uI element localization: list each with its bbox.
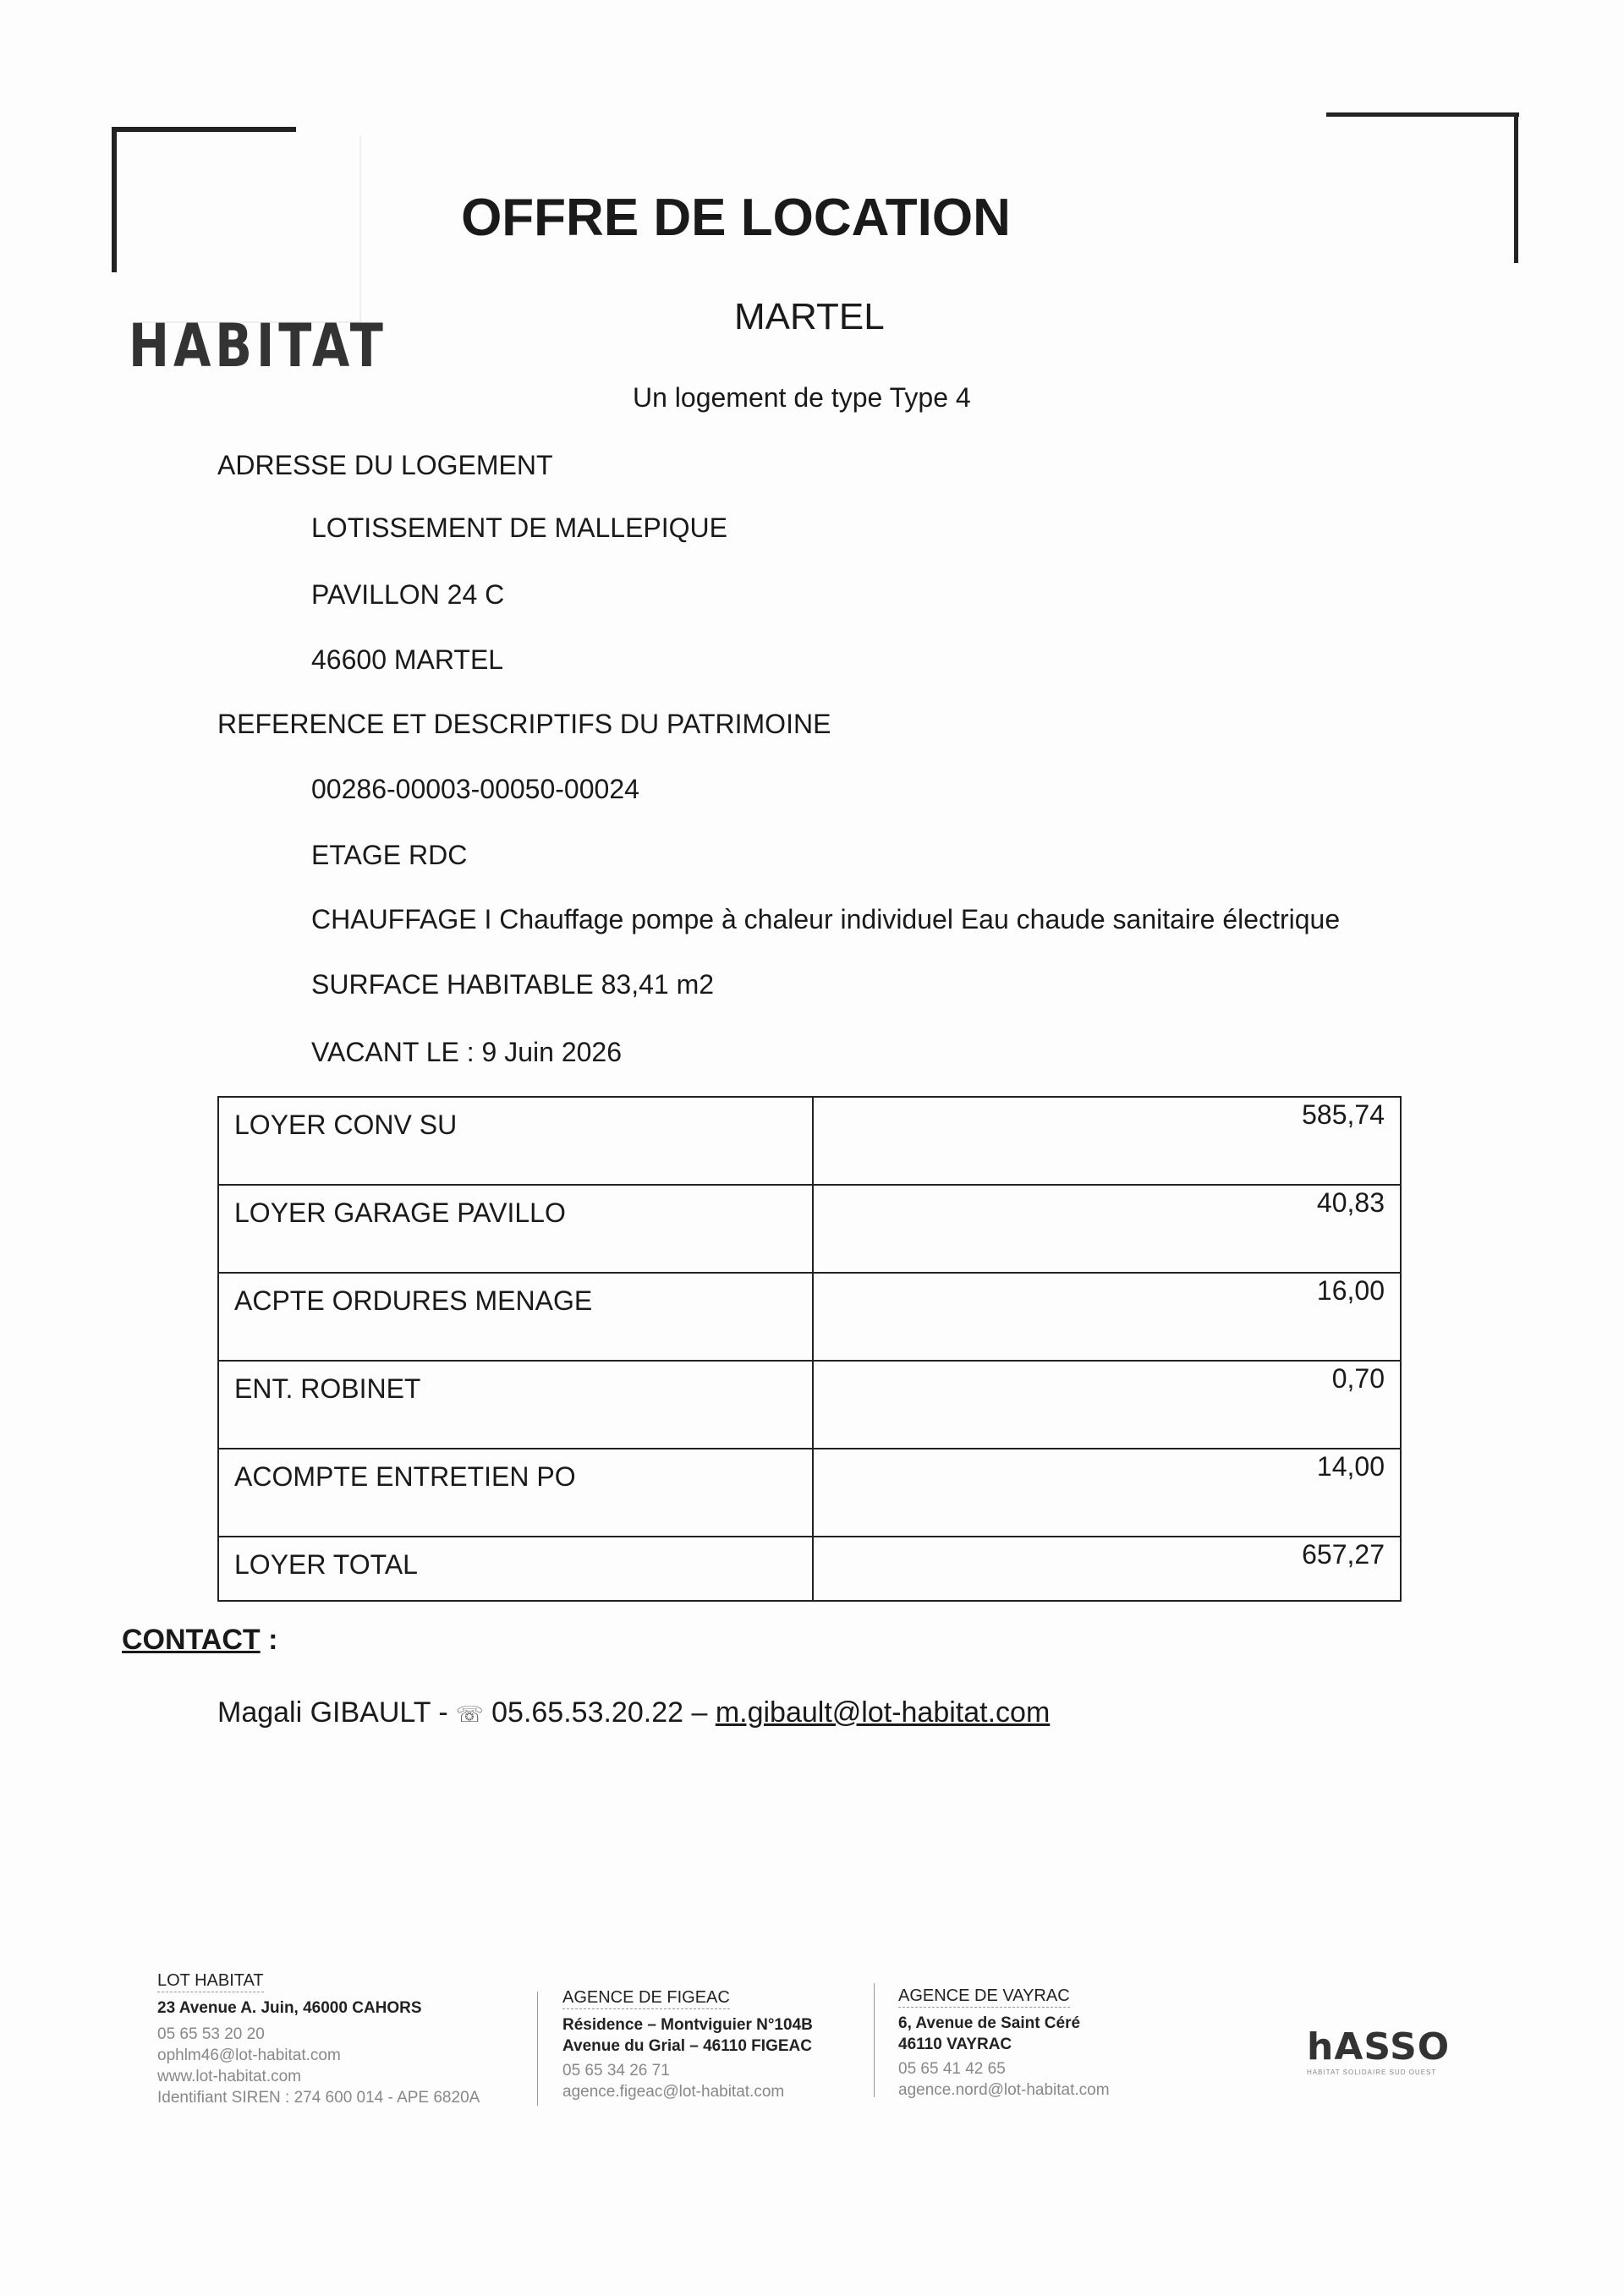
table-row bbox=[218, 1361, 1401, 1449]
rent-table bbox=[217, 1096, 1402, 1602]
telephone-icon: ☏ bbox=[456, 1701, 484, 1727]
right-corner-bracket-top bbox=[1326, 112, 1519, 117]
contact-email-link[interactable]: m.gibault@lot-habitat.com bbox=[715, 1696, 1051, 1729]
right-corner-bracket-side bbox=[1514, 112, 1518, 263]
rent-value: 0,70 bbox=[813, 1361, 1401, 1449]
rent-label: ENT. ROBINET bbox=[218, 1361, 813, 1449]
rent-label: LOYER CONV SU bbox=[218, 1097, 813, 1185]
city-name: MARTEL bbox=[734, 296, 885, 337]
rent-value: 16,00 bbox=[813, 1273, 1401, 1361]
floor-info: ETAGE RDC bbox=[311, 840, 468, 870]
vayrac-email[interactable]: agence.nord@lot-habitat.com bbox=[898, 2081, 1110, 2099]
footer-divider bbox=[874, 1983, 875, 2097]
footer-figeac bbox=[562, 1987, 813, 2102]
contact-line bbox=[217, 1696, 1050, 1729]
rent-value: 14,00 bbox=[813, 1449, 1401, 1537]
hq-address: 23 Avenue A. Juin, 46000 CAHORS bbox=[157, 1999, 422, 2017]
rent-total-label: LOYER TOTAL bbox=[218, 1537, 813, 1601]
hq-phone: 05 65 53 20 20 bbox=[157, 2025, 265, 2043]
rent-value: 585,74 bbox=[813, 1097, 1401, 1185]
lot-habitat-logo: HABITAT bbox=[129, 311, 387, 381]
vacancy-date: VACANT LE : 9 Juin 2026 bbox=[311, 1037, 623, 1067]
contact-label: CONTACT bbox=[122, 1624, 261, 1656]
rent-label: ACPTE ORDURES MENAGE bbox=[218, 1273, 813, 1361]
footer-vayrac bbox=[898, 1986, 1110, 2101]
hasso-logo bbox=[1307, 2025, 1450, 2076]
figeac-email[interactable]: agence.figeac@lot-habitat.com bbox=[562, 2083, 785, 2101]
table-row bbox=[218, 1273, 1401, 1361]
rent-value: 40,83 bbox=[813, 1185, 1401, 1273]
heating-info: CHAUFFAGE I Chauffage pompe à chaleur individuel Eau chaude sanitaire électrique bbox=[311, 904, 1341, 934]
address-line: LOTISSEMENT DE MALLEPIQUE bbox=[311, 512, 727, 543]
hq-title: LOT HABITAT bbox=[157, 1970, 264, 1992]
address-heading: ADRESSE DU LOGEMENT bbox=[217, 450, 553, 480]
footer-divider bbox=[537, 1992, 538, 2106]
hq-email[interactable]: ophlm46@lot-habitat.com bbox=[157, 2047, 341, 2064]
rent-label: LOYER GARAGE PAVILLO bbox=[218, 1185, 813, 1273]
vayrac-phone: 05 65 41 42 65 bbox=[898, 2060, 1006, 2078]
rent-label: ACOMPTE ENTRETIEN PO bbox=[218, 1449, 813, 1537]
surface-info: SURFACE HABITABLE 83,41 m2 bbox=[311, 969, 715, 1000]
patrimoine-heading: REFERENCE ET DESCRIPTIFS DU PATRIMOINE bbox=[217, 709, 831, 739]
table-row bbox=[218, 1449, 1401, 1537]
contact-name: Magali GIBAULT - bbox=[217, 1696, 457, 1729]
contact-colon: : bbox=[260, 1624, 278, 1656]
vayrac-title: AGENCE DE VAYRAC bbox=[898, 1986, 1070, 2008]
table-row bbox=[218, 1097, 1401, 1185]
left-corner-bracket-top bbox=[112, 127, 296, 132]
vayrac-address-1: 6, Avenue de Saint Céré bbox=[898, 2014, 1081, 2032]
vayrac-address-2: 46110 VAYRAC bbox=[898, 2036, 1012, 2053]
table-row bbox=[218, 1537, 1401, 1601]
contact-phone: 05.65.53.20.22 – bbox=[483, 1696, 716, 1729]
hq-siren: Identifiant SIREN : 274 600 014 - APE 6820A bbox=[157, 2089, 480, 2107]
figeac-title: AGENCE DE FIGEAC bbox=[562, 1987, 730, 2009]
housing-type: Un logement de type Type 4 bbox=[633, 382, 971, 413]
figeac-address-2: Avenue du Grial – 46110 FIGEAC bbox=[562, 2037, 812, 2055]
contact-heading bbox=[122, 1624, 277, 1657]
hasso-logo-text: hASSO bbox=[1307, 2025, 1451, 2069]
hasso-tagline: HABITAT SOLIDAIRE SUD OUEST bbox=[1307, 2069, 1437, 2076]
figeac-address-1: Résidence – Montviguier N°104B bbox=[562, 2016, 813, 2034]
address-line: PAVILLON 24 C bbox=[311, 579, 505, 610]
table-row bbox=[218, 1185, 1401, 1273]
figeac-phone: 05 65 34 26 71 bbox=[562, 2062, 670, 2080]
hq-website[interactable]: www.lot-habitat.com bbox=[157, 2068, 302, 2085]
address-line: 46600 MARTEL bbox=[311, 644, 504, 675]
reference-number: 00286-00003-00050-00024 bbox=[311, 774, 639, 804]
footer-hq bbox=[157, 1970, 480, 2108]
rent-total-value: 657,27 bbox=[813, 1537, 1401, 1601]
page-title: OFFRE DE LOCATION bbox=[461, 189, 1011, 247]
